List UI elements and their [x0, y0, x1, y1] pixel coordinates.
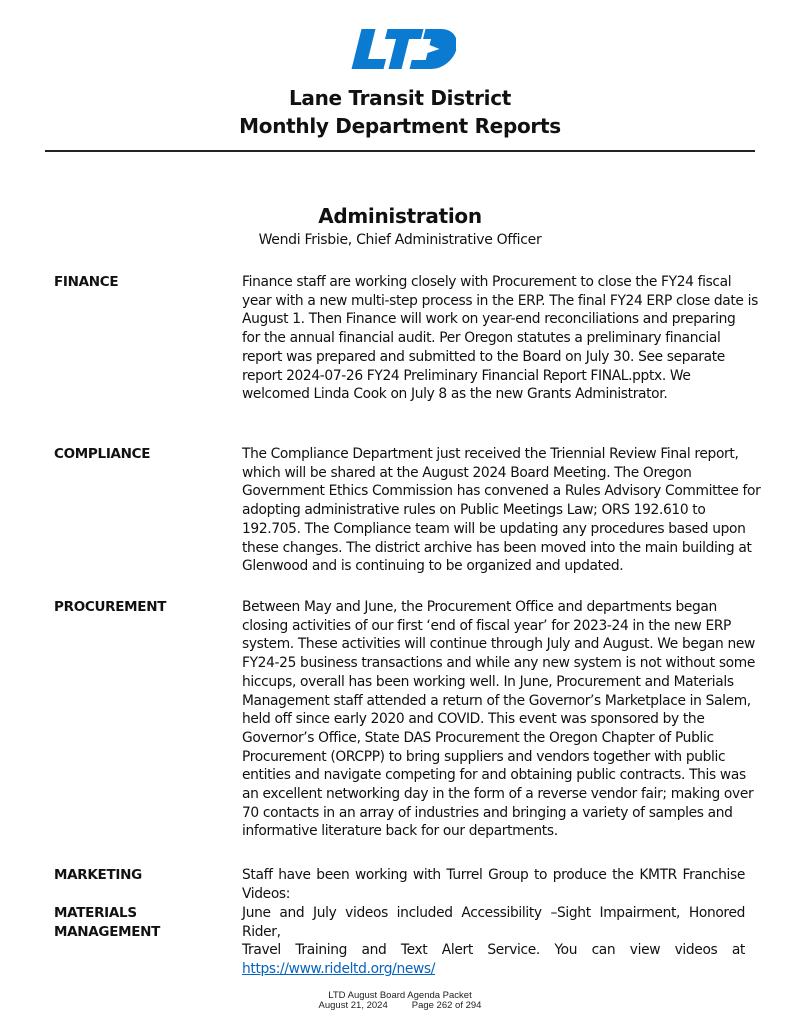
- footer-page-number: Page 262 of 294: [411, 1000, 482, 1011]
- section-body-marketing: [242, 866, 745, 903]
- footer-date-page: [0, 1001, 800, 1011]
- text-line: 192.705. The Compliance team will be updating any procedures based upon: [242, 520, 746, 537]
- footer-packet-title: LTD August Board Agenda Packet: [328, 990, 472, 1001]
- text-line: these changes. The district archive has been moved into the main building at: [242, 539, 752, 556]
- text-line: Staff have been working with Turrel Group to produce the KMTR Franchise: [242, 867, 745, 883]
- text-line: for the annual financial audit. Per Oregon statutes a preliminary financial: [242, 330, 721, 347]
- header-divider: [45, 150, 755, 152]
- section-label-procurement: PROCUREMENT: [54, 599, 167, 615]
- text-line: Videos:: [242, 885, 291, 902]
- section-body-materials-management: [242, 904, 745, 979]
- text-line: entities and navigate competing for and obtaining public contracts. This was: [242, 767, 746, 784]
- section-body-procurement: [242, 598, 755, 841]
- section-body-compliance: [242, 445, 761, 576]
- department-heading: Administration: [318, 204, 482, 228]
- text-line: June and July videos included Accessibility –Sight Impairment, Honored Rider,: [242, 905, 745, 940]
- text-line: Travel Training and Text Alert Service. You can view videos at: [242, 942, 745, 959]
- news-link[interactable]: https://www.rideltd.org/news/: [242, 961, 436, 978]
- text-line: held off since early 2020 and COVID. This event was sponsored by the: [242, 711, 705, 728]
- text-line: Finance staff are working closely with Procurement to close the FY24 fiscal: [242, 274, 732, 290]
- text-line: Governor’s Office, State DAS Procurement the Oregon Chapter of Public: [242, 729, 714, 746]
- text-line: closing activities of our first ‘end of fiscal year’ for 2023-24 in the new ERP: [242, 617, 732, 634]
- text-line: hiccups, overall has been working well. In June, Procurement and Materials: [242, 673, 734, 690]
- text-line: Management staff attended a return of the Governor’s Marketplace in Salem,: [242, 692, 751, 709]
- department-officer: Wendi Frisbie, Chief Administrative Officer: [258, 232, 542, 248]
- text-line: an excellent networking day in the form of a reverse vendor fair; making over: [242, 786, 754, 803]
- text-line: 70 contacts in an array of industries and bringing a variety of samples and: [242, 804, 733, 821]
- text-line: FY24-25 business transactions and while any new system is not without some: [242, 655, 755, 672]
- text-line: report 2024-07-26 FY24 Preliminary Financial Report FINAL.pptx. We: [242, 367, 691, 384]
- text-line: adopting administrative rules on Public Meetings Law; ORS 192.610 to: [242, 502, 706, 519]
- label-line: MATERIALS: [54, 905, 137, 921]
- text-line: Government Ethics Commission has convened a Rules Advisory Committee for: [242, 483, 761, 500]
- text-line: welcomed Linda Cook on July 8 as the new Grants Administrator.: [242, 386, 668, 403]
- section-label-finance: FINANCE: [54, 274, 119, 290]
- report-title-line1: Lane Transit District: [288, 86, 512, 110]
- section-label-marketing: MARKETING: [54, 867, 142, 883]
- section-label-materials-management: [54, 904, 160, 941]
- text-line: Between May and June, the Procurement Office and departments began: [242, 599, 717, 615]
- label-line: MANAGEMENT: [54, 923, 161, 940]
- text-line: year with a new multi-step process in the ERP. The final FY24 ERP close date is: [242, 292, 758, 309]
- text-line: which will be shared at the August 2024 Board Meeting. The Oregon: [242, 464, 692, 481]
- ltd-logo: [348, 27, 456, 71]
- text-line: August 1. Then Finance will work on year-end reconciliations and preparing: [242, 311, 736, 328]
- text-line: Glenwood and is continuing to be organized and updated.: [242, 558, 624, 575]
- section-label-compliance: COMPLIANCE: [54, 446, 151, 462]
- report-title-line2: Monthly Department Reports: [239, 114, 561, 138]
- text-line: report was prepared and submitted to the Board on July 30. See separate: [242, 348, 725, 365]
- text-line: informative literature back for our departments.: [242, 823, 558, 840]
- footer-date: August 21, 2024: [318, 1000, 388, 1011]
- text-line: Procurement (ORCPP) to bring suppliers and vendors together with public: [242, 748, 726, 765]
- text-line: The Compliance Department just received the Triennial Review Final report,: [242, 446, 739, 462]
- section-body-finance: [242, 273, 758, 404]
- text-line: system. These activities will continue through July and August. We began new: [242, 636, 755, 653]
